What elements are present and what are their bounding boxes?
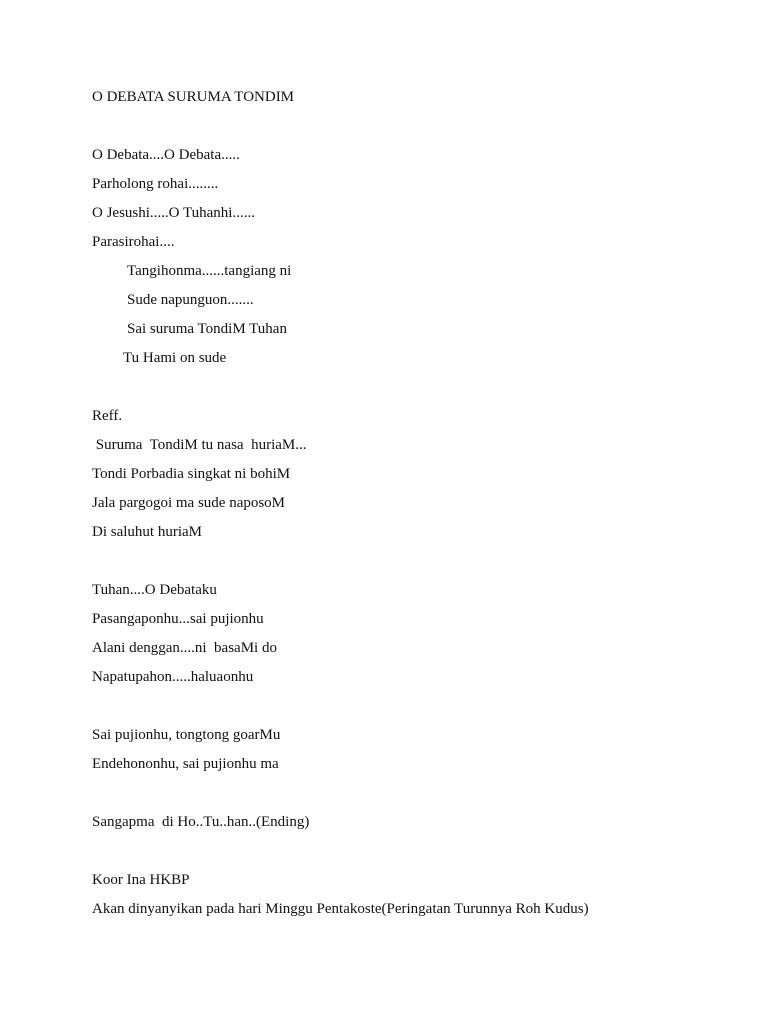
verse1-line-7: Sai suruma TondiM Tuhan: [127, 321, 287, 337]
verse2-line-3: Alani denggan....ni basaMi do: [92, 640, 277, 656]
reff-line-2: Tondi Porbadia singkat ni bohiM: [92, 466, 291, 482]
verse1-line-8: Tu Hami on sude: [123, 350, 227, 366]
reff-line-1: Suruma TondiM tu nasa huriaM...: [92, 437, 307, 453]
song-title: O DEBATA SURUMA TONDIM: [92, 89, 295, 105]
verse3-line-1: Sai pujionhu, tongtong goarMu: [92, 727, 281, 743]
verse1-line-6: Sude napunguon.......: [127, 292, 254, 308]
choir-name: Koor Ina HKBP: [92, 872, 190, 888]
ending-line: Sangapma di Ho..Tu..han..(Ending): [92, 814, 310, 830]
verse3-line-2: Endehononhu, sai pujionhu ma: [92, 756, 279, 772]
reff-line-4: Di saluhut huriaM: [92, 524, 202, 540]
performance-note: Akan dinyanyikan pada hari Minggu Pentakoste(Peringatan Turunnya Roh Kudus): [92, 901, 589, 917]
reff-line-3: Jala pargogoi ma sude naposoM: [92, 495, 286, 511]
verse2-line-2: Pasangaponhu...sai pujionhu: [92, 611, 264, 627]
verse1-line-3: O Jesushi.....O Tuhanhi......: [92, 205, 255, 221]
verse1-line-2: Parholong rohai........: [92, 176, 219, 192]
verse2-line-4: Napatupahon.....haluaonhu: [92, 669, 254, 685]
reff-label: Reff.: [92, 408, 123, 424]
verse1-line-1: O Debata....O Debata.....: [92, 147, 240, 163]
verse2-line-1: Tuhan....O Debataku: [92, 582, 217, 598]
verse1-line-4: Parasirohai....: [92, 234, 175, 250]
verse1-line-5: Tangihonma......tangiang ni: [127, 263, 292, 279]
